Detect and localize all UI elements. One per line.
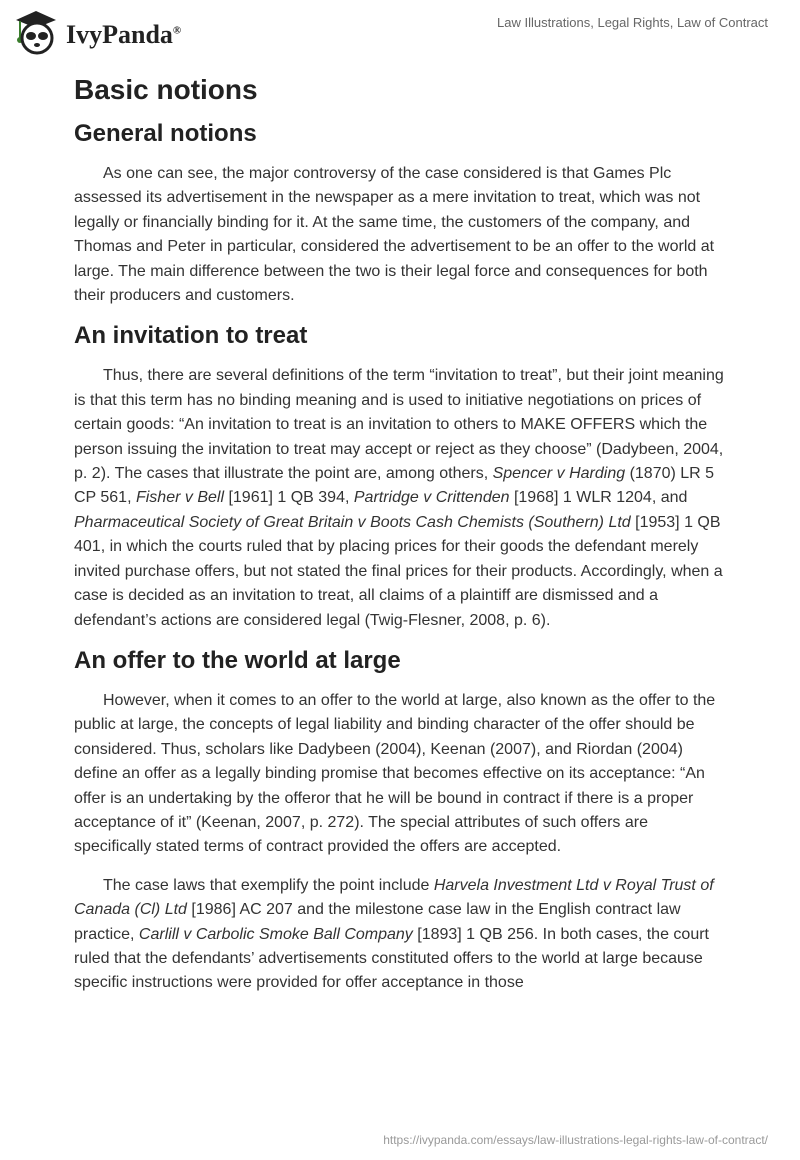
essay-content <box>74 70 726 1010</box>
logo-text <box>66 20 181 50</box>
section-heading: An offer to the world at large <box>74 646 401 674</box>
case-citation: Partridge v Crittenden <box>353 489 510 507</box>
source-url[interactable]: https://ivypanda.com/essays/law-illustrations-legal-rights-law-of-contract/ <box>383 1133 768 1147</box>
text-run: [1953] 1 QB 401, in which the courts ruled that by placing prices for their goods the defendant merely invited purchase offers, but not stated the final prices for their products. Accordingly, when a case is decided as an invitation to treat, all claims of a plaintiff are dismissed and a defendant’s actions are considered legal (Twig-Flesner, 2008, p. 6). <box>74 513 723 629</box>
text-run: [1968] 1 WLR 1204, and <box>509 489 688 507</box>
logo-name: IvyPanda <box>66 20 173 49</box>
case-citation: Fisher v Bell <box>135 489 224 507</box>
text-run: [1961] 1 QB 394, <box>224 489 354 507</box>
paragraph <box>74 689 726 860</box>
panda-graduate-icon <box>12 8 60 56</box>
text-run: (1870) LR 5 CP 561, <box>74 465 715 507</box>
text-run: [1893] 1 QB 256. In both cases, the court ruled that the defendants’ advertisements constituted offers to the world at large because specific instructions were provided for offer acceptance in those <box>74 925 709 992</box>
section-heading: General notions <box>74 120 257 147</box>
paragraph <box>74 162 726 308</box>
page-header <box>0 0 800 60</box>
document-subject: Law Illustrations, Legal Rights, Law of Contract <box>497 15 768 30</box>
registered-mark: ® <box>172 24 182 37</box>
case-citation: Harvela Investment Ltd v Royal Trust of Canada (Cl) Ltd <box>74 876 714 919</box>
case-citation: Pharmaceutical Society of Great Britain v Boots Cash Chemists (Southern) Ltd <box>74 513 631 531</box>
text-run: Thus, there are several definitions of the term “invitation to treat”, but their joint meaning is that this term has no binding meaning and is used to initiative negotiations on prices of certain goods: “An invitation to treat is an invitation to others to MAKE OFFERS which the person issuing the invitation to treat may accept or reject as they choose” (Dadybeen, 2004, p. 2). The cases that illustrate the point are, among others, <box>74 367 724 483</box>
page-title: Basic notions <box>74 74 258 105</box>
section-heading: An invitation to treat <box>74 322 308 350</box>
text-run: The case laws that exemplify the point include <box>103 876 434 894</box>
case-citation: Spencer v Harding <box>492 465 626 483</box>
text-run: However, when it comes to an offer to the world at large, also known as the offer to the public at large, the concepts of legal liability and binding character of the offer should be considered. Thus, scholars like Dadybeen (2004), Keenan (2007), and Riordan (2004) define an offer as a legally binding promise that becomes effective on its acceptance: “An offer is an undertaking by the offeror that he will be bound in contract if there is a proper acceptance of it” (Keenan, 2007, p. 272). The special attributes of such offers are specifically stated terms of contract provided the offers are accepted. <box>74 691 716 856</box>
text-run: [1986] AC 207 and the milestone case law in the English contract law practice, <box>74 901 681 943</box>
text-run: As one can see, the major controversy of the case considered is that Games Plc assessed its advertisement in the newspaper as a mere invitation to treat, which was not legally or financially binding for it. At the same time, the customers of the company, and Thomas and Peter in particular, considered the advertisement to be an offer to the world at large. The main difference between the two is their legal force and consequences for both their producers and customers. <box>74 165 715 305</box>
ivypanda-logo[interactable] <box>12 8 181 56</box>
case-citation: Carlill v Carbolic Smoke Ball Company <box>138 925 413 943</box>
paragraph <box>74 874 726 996</box>
sections <box>74 120 726 996</box>
paragraph <box>74 364 726 632</box>
